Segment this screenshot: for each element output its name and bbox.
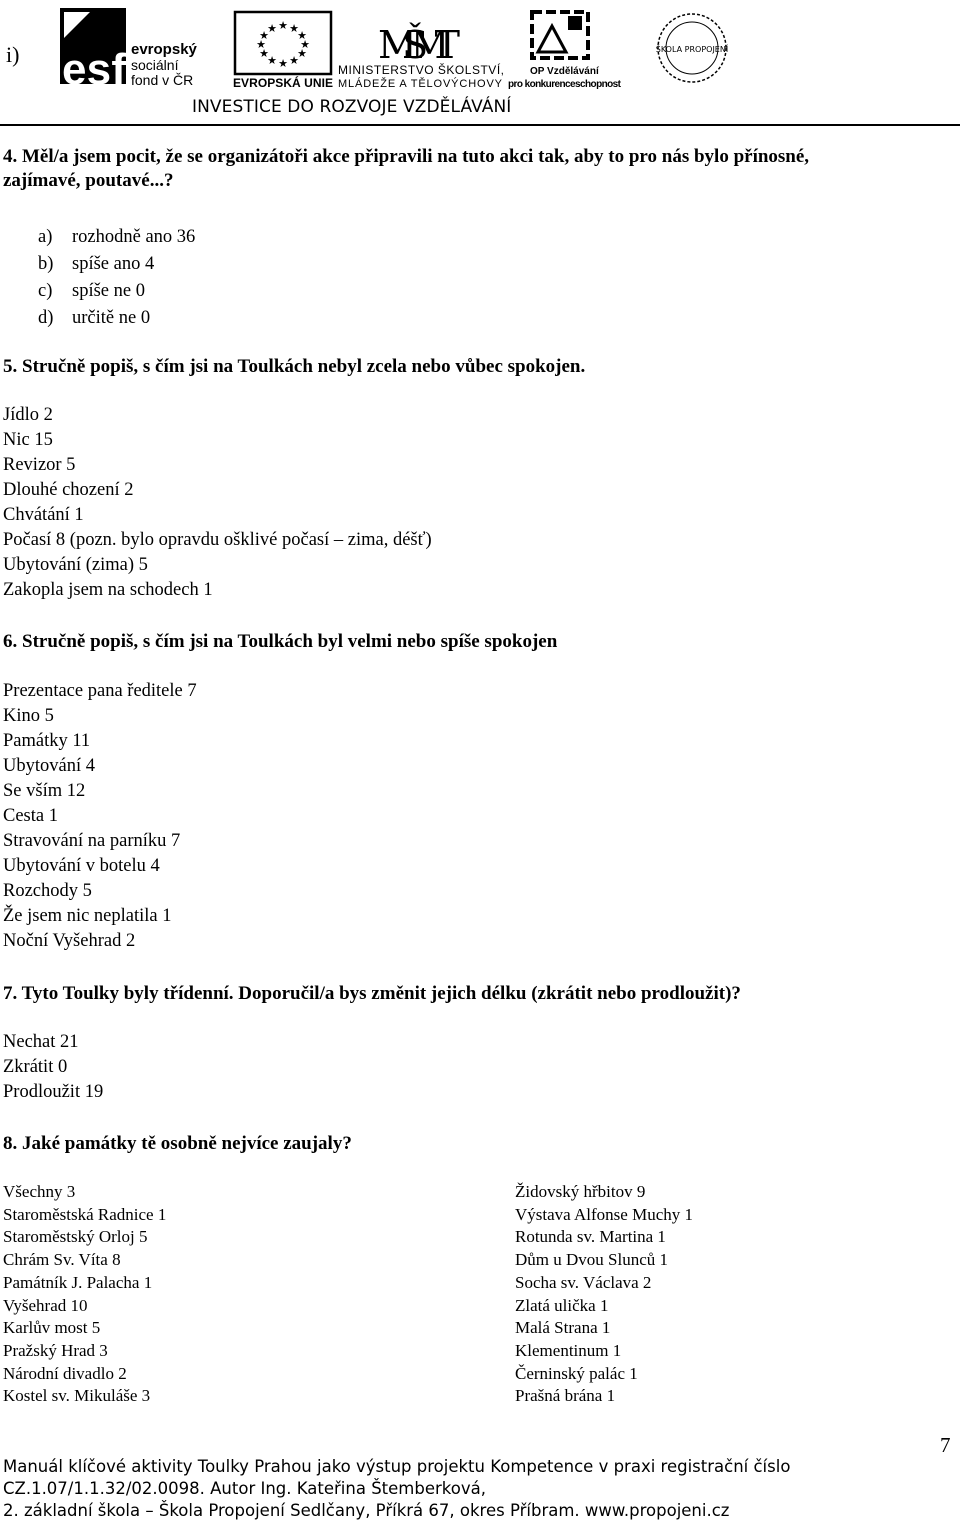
list-item: Staroměstský Orloj 5 (3, 1227, 148, 1247)
list-item: Cesta 1 (3, 806, 58, 826)
list-item: Dlouhé chození 2 (3, 480, 134, 500)
question-5-title: 5. Stručně popiš, s čím jsi na Toulkách nebyl zcela nebo vůbec spokojen. (3, 356, 586, 377)
svg-text:★: ★ (267, 22, 277, 35)
list-item: Všechny 3 (3, 1182, 76, 1201)
list-item: Prezentace pana ředitele 7 (3, 681, 197, 701)
svg-text:★: ★ (267, 54, 277, 67)
list-item: Kostel sv. Mikuláše 3 (3, 1386, 151, 1406)
svg-text:★: ★ (259, 29, 269, 42)
option-text: spíše ano 4 (72, 254, 155, 274)
list-item: Vyšehrad 10 (3, 1295, 88, 1315)
option-text: rozhodně ano 36 (72, 227, 196, 247)
question-4-options (38, 224, 195, 332)
question-5-answers (3, 403, 432, 603)
esf-line2: sociální (131, 57, 179, 73)
list-item: Kino 5 (3, 706, 54, 726)
list-item: Dům u Dvou Slunců 1 (515, 1250, 668, 1270)
option-label: b) (38, 254, 54, 274)
svg-text:★: ★ (278, 57, 288, 70)
list-item: Chrám Sv. Víta 8 (3, 1250, 121, 1270)
list-item: Revizor 5 (3, 455, 76, 475)
list-item: Černinský palác 1 (515, 1363, 638, 1383)
list-item: Ubytování (zima) 5 (3, 555, 148, 575)
list-item: Malá Strana 1 (515, 1318, 611, 1338)
svg-text:★: ★ (297, 29, 307, 42)
question-7-title: 7. Tyto Toulky byly třídenní. Doporučil/a bys změnit jejich délku (zkrátit nebo prodloužit)? (3, 983, 741, 1004)
option-text: určitě ne 0 (72, 308, 151, 328)
header-divider (0, 124, 960, 126)
svg-text:★: ★ (256, 38, 266, 51)
svg-text:★: ★ (297, 47, 307, 60)
msmt-logo (338, 8, 508, 90)
esf-line3: fond v ČR (131, 72, 194, 88)
list-item: Stravování na parníku 7 (3, 831, 181, 851)
list-item: Zlatá ulička 1 (515, 1295, 609, 1315)
list-item: Nic 15 (3, 430, 53, 450)
list-item: Ubytování 4 (3, 756, 95, 776)
esf-line1: evropský (131, 41, 197, 58)
list-item: Židovský hřbitov 9 (515, 1182, 646, 1201)
question-8-left-column (3, 1181, 166, 1408)
esf-logo (60, 8, 230, 88)
op-vzdelavani-logo (508, 8, 623, 90)
item-marker: i) (6, 42, 20, 67)
list-item: Noční Vyšehrad 2 (3, 931, 136, 951)
list-item (38, 278, 195, 305)
list-item: Že jsem nic neplatila 1 (3, 906, 172, 926)
question-7-answers (3, 1030, 103, 1105)
question-8-right-column (515, 1181, 693, 1408)
list-item: Jídlo 2 (3, 405, 53, 425)
msmt-line2: MLÁDEŽE A TĚLOVÝCHOVY (338, 78, 502, 90)
list-item: Ubytování v botelu 4 (3, 856, 160, 876)
list-item: Zkrátit 0 (3, 1057, 68, 1077)
question-8-title: 8. Jaké památky tě osobně nejvíce zaujaly? (3, 1133, 352, 1154)
question-6-answers (3, 679, 197, 954)
option-label: c) (38, 281, 53, 301)
svg-text:★: ★ (289, 22, 299, 35)
list-item: Nechat 21 (3, 1032, 79, 1052)
school-text: ŠKOLA PROPOJENÍ (655, 45, 729, 54)
eu-flag-logo (233, 10, 333, 90)
investice-slogan: INVESTICE DO ROZVOJE VZDĚLÁVÁNÍ (192, 97, 512, 117)
option-label: a) (38, 227, 53, 247)
list-item (38, 251, 195, 278)
list-item: Zakopla jsem na schodech 1 (3, 580, 213, 600)
footer-line2: CZ.1.07/1.1.32/02.0098. Autor Ing. Kateřina Štemberková, (3, 1479, 486, 1498)
list-item (38, 224, 195, 251)
op-line2: pro konkurenceschopnost (508, 79, 621, 90)
question-4-title-line2: zajímavé, poutavé...? (3, 170, 174, 191)
list-item: Karlův most 5 (3, 1318, 101, 1338)
list-item: Památník J. Palacha 1 (3, 1272, 153, 1292)
page-number: 7 (940, 1433, 951, 1457)
list-item: Chvátání 1 (3, 505, 84, 525)
list-item: Prašná brána 1 (515, 1386, 616, 1406)
msmt-line1: MINISTERSTVO ŠKOLSTVÍ, (338, 63, 504, 77)
op-line1: OP Vzdělávání (530, 66, 599, 77)
footer-line1: Manuál klíčové aktivity Toulky Prahou jako výstup projektu Kompetence v praxi registrační číslo (3, 1457, 791, 1476)
question-4-title-line1: 4. Měl/a jsem pocit, že se organizátoři akce připravili na tuto akci tak, aby to pro nás bylo přínosné, (3, 146, 810, 167)
list-item: Socha sv. Václava 2 (515, 1272, 652, 1292)
svg-text:★: ★ (278, 19, 288, 32)
question-6-title: 6. Stručně popiš, s čím jsi na Toulkách byl velmi nebo spíše spokojen (3, 631, 558, 652)
esf-mark: esf (62, 45, 126, 88)
list-item: Pražský Hrad 3 (3, 1340, 108, 1360)
footer-line3: 2. základní škola – Škola Propojení Sedlčany, Příkrá 67, okres Příbram. www.propojeni.cz (3, 1501, 730, 1520)
option-text: spíše ne 0 (72, 281, 145, 301)
msmt-mark: MŠ MT (378, 23, 460, 67)
list-item: Výstava Alfonse Muchy 1 (515, 1204, 694, 1224)
svg-text:★: ★ (289, 54, 299, 67)
list-item: Prodloužit 19 (3, 1082, 104, 1102)
list-item (38, 305, 195, 332)
list-item: Památky 11 (3, 731, 91, 751)
list-item: Rozchody 5 (3, 881, 92, 901)
eu-label: EVROPSKÁ UNIE (233, 76, 333, 90)
option-label: d) (38, 308, 54, 328)
list-item: Rotunda sv. Martina 1 (515, 1227, 666, 1247)
svg-text:★: ★ (300, 38, 310, 51)
list-item: Počasí 8 (pozn. bylo opravdu ošklivé počasí – zima, déšť) (3, 530, 432, 550)
skola-propojeni-logo (652, 2, 732, 98)
question-4-title (3, 145, 809, 193)
footer (3, 1456, 790, 1522)
svg-text:★: ★ (259, 47, 269, 60)
list-item: Národní divadlo 2 (3, 1363, 127, 1383)
list-item: Klementinum 1 (515, 1340, 622, 1360)
list-item: Se vším 12 (3, 781, 86, 801)
list-item: Staroměstská Radnice 1 (3, 1204, 167, 1224)
